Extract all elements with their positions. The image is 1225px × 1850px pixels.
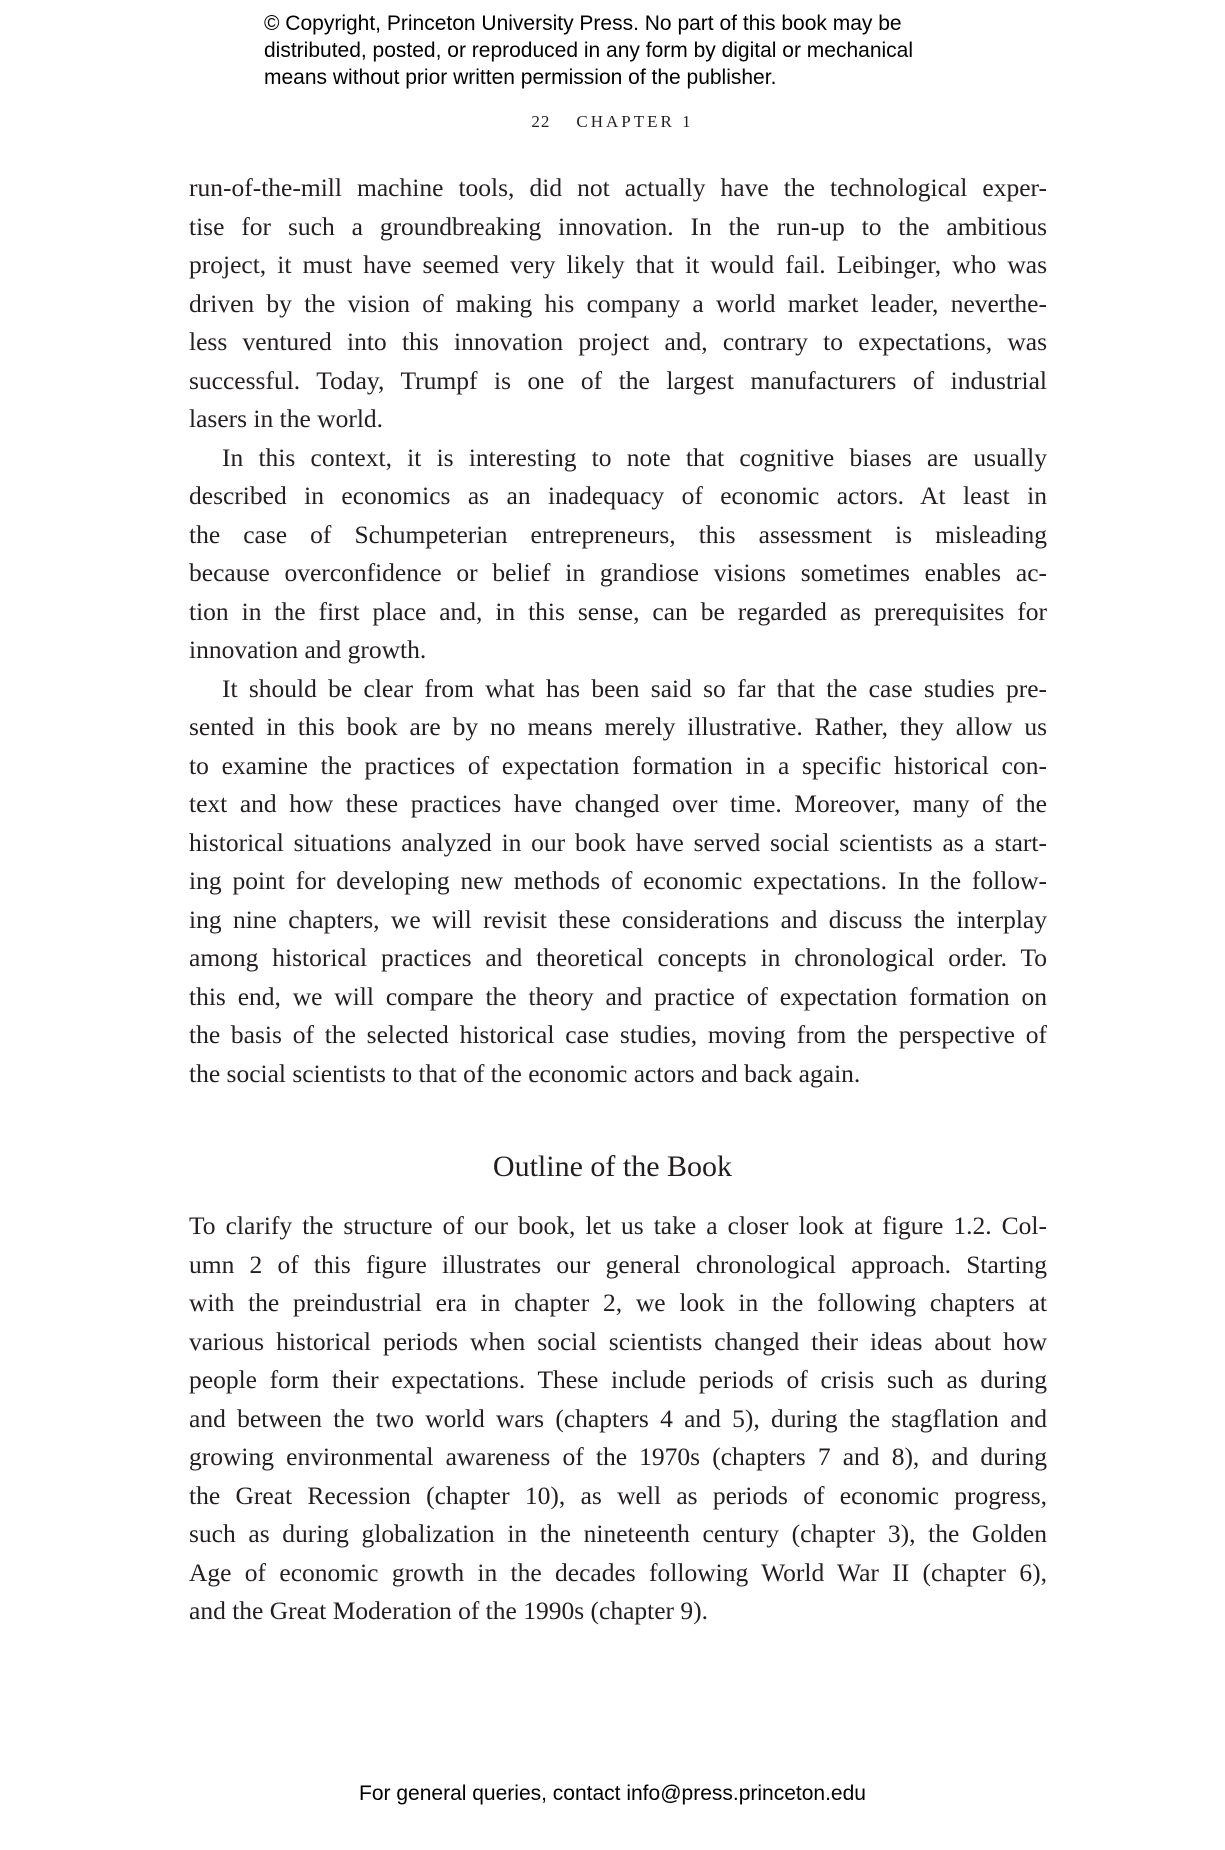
paragraph-line: and the Great Moderation of the 1990s (chapter 9). [189,1596,709,1625]
paragraph-line: growing environmental awareness of the 1970s (chapters 7 and 8), and during [189,1442,1047,1471]
page-number: 22 [531,112,551,131]
paragraph-line: text and how these practices have changed over time. Moreover, many of the [189,789,1047,818]
paragraph-line: run-of-the-mill machine tools, did not actually have the technological exper- [189,173,1047,202]
paragraph-line: various historical periods when social scientists changed their ideas about how [189,1326,1047,1356]
paragraph-line: Age of economic growth in the decades following World War II (chapter 6), [189,1557,1047,1587]
paragraph-line: To clarify the structure of our book, let us take a closer look at figure 1.2. Col- [189,1211,1047,1240]
paragraph-line: because overconfidence or belief in grandiose visions sometimes enables ac- [189,558,1047,587]
paragraph-line: driven by the vision of making his company a world market leader, neverthe- [189,288,1047,318]
paragraph-line: the social scientists to that of the economic actors and back again. [189,1058,861,1088]
paragraph-line: people form their expectations. These include periods of crisis such as during [189,1365,1047,1394]
copyright-line: © Copyright, Princeton University Press. No part of this book may be [264,12,902,35]
paragraph-line: with the preindustrial era in chapter 2, we look in the following chapters at [189,1288,1047,1317]
paragraph-line: to examine the practices of expectation formation in a specific historical con- [189,750,1047,780]
paragraph-line: less ventured into this innovation project and, contrary to expectations, was [189,327,1047,356]
footer-contact: For general queries, contact info@press.princeton.edu [359,1782,866,1805]
paragraph-line: ing nine chapters, we will revisit these considerations and discuss the interplay [189,904,1047,934]
paragraph-line: In this context, it is interesting to note that cognitive biases are usually [222,442,1047,472]
paragraph-line: umn 2 of this figure illustrates our general chronological approach. Starting [189,1249,1047,1279]
paragraph-line: innovation and growth. [189,635,427,664]
paragraph-line: among historical practices and theoretical concepts in chronological order. To [189,943,1047,972]
running-head [0,112,1225,132]
paragraph-line: tion in the first place and, in this sense, can be regarded as prerequisites for [189,596,1047,626]
copyright-notice [264,10,913,91]
paragraph-line: the basis of the selected historical case studies, moving from the perspective of [189,1020,1047,1049]
paragraph-line: this end, we will compare the theory and practice of expectation formation on [189,981,1047,1011]
body-text-bottom [189,1207,1047,1631]
paragraph-line: and between the two world wars (chapters 4 and 5), during the stagflation and [189,1403,1047,1433]
paragraph-line: lasers in the world. [189,404,384,433]
paragraph-line: sented in this book are by no means merely illustrative. Rather, they allow us [189,712,1047,741]
paragraph-line: successful. Today, Trumpf is one of the largest manufacturers of industrial [189,365,1047,395]
copyright-line: means without prior written permission of the publisher. [264,66,777,89]
copyright-line: distributed, posted, or reproduced in any form by digital or mechanical [264,39,914,62]
body-text-top [189,169,1047,1093]
paragraph-line: such as during globalization in the nineteenth century (chapter 3), the Golden [189,1519,1047,1548]
paragraph-line: ing point for developing new methods of economic expectations. In the follow- [189,866,1047,895]
chapter-label: CHAPTER 1 [576,112,694,131]
paragraph-line: historical situations analyzed in our book have served social scientists as a start- [189,827,1047,857]
paragraph-line: described in economics as an inadequacy of economic actors. At least in [189,481,1047,510]
paragraph-line: the case of Schumpeterian entrepreneurs, this assessment is misleading [189,519,1047,549]
paragraph-line: tise for such a groundbreaking innovation. In the run-up to the ambitious [189,211,1047,241]
paragraph-line: the Great Recession (chapter 10), as well as periods of economic progress, [189,1480,1047,1510]
section-heading: Outline of the Book [492,1150,733,1183]
paragraph-line: It should be clear from what has been said so far that the case studies pre- [222,673,1047,703]
paragraph-line: project, it must have seemed very likely that it would fail. Leibinger, who was [189,250,1047,279]
